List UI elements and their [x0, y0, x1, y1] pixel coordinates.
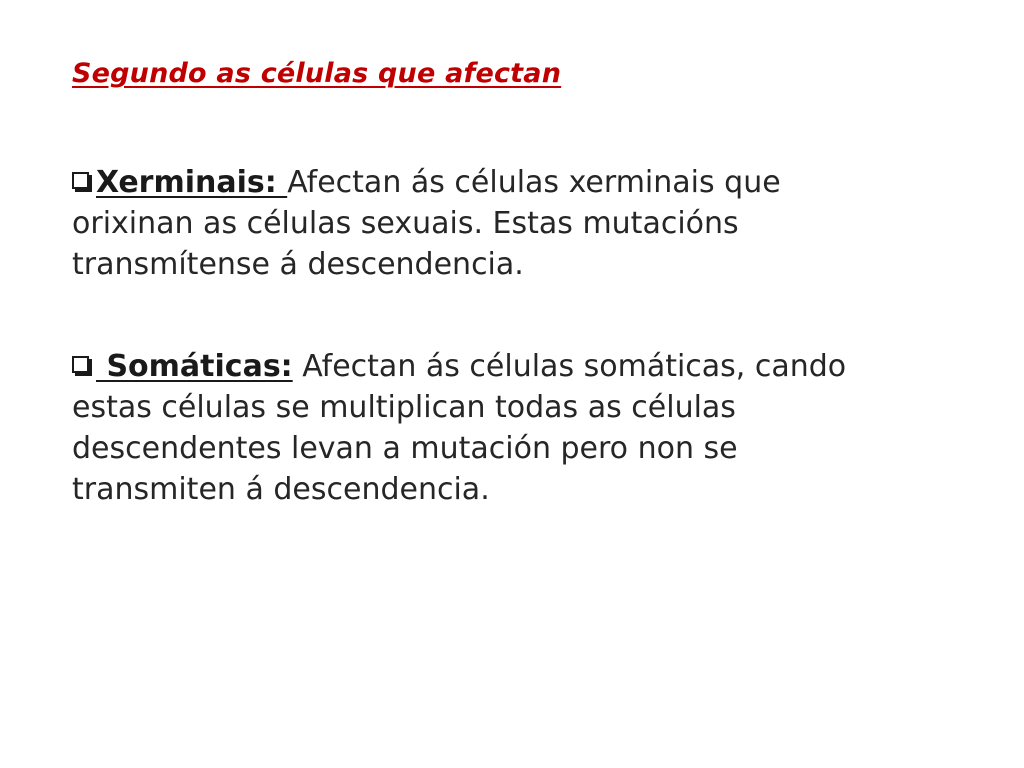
checkbox-bullet-icon [72, 355, 94, 377]
bullet-line-3: transmítense á descendencia. [72, 247, 524, 282]
bullet-line-1 [72, 346, 952, 387]
checkbox-bullet-icon [72, 171, 94, 193]
bullet-text: Afectan ás células xerminais que [287, 165, 781, 200]
bullet-line-2: orixinan as células sexuais. Estas mutacións [72, 206, 739, 241]
bullet-somaticas [72, 346, 952, 510]
bullet-text: Afectan ás células somáticas, cando [292, 349, 847, 384]
bullet-line-2: estas células se multiplican todas as células [72, 390, 736, 425]
bullet-xerminais [72, 162, 952, 285]
bullet-line-1 [72, 162, 952, 203]
slide-heading: Segundo as células que afectan [72, 58, 562, 89]
bullet-term: Somáticas: [96, 349, 293, 384]
bullet-term: Xerminais: [96, 165, 288, 200]
bullet-line-3: descendentes levan a mutación pero non se [72, 431, 738, 466]
bullet-line-4: transmiten á descendencia. [72, 472, 490, 507]
